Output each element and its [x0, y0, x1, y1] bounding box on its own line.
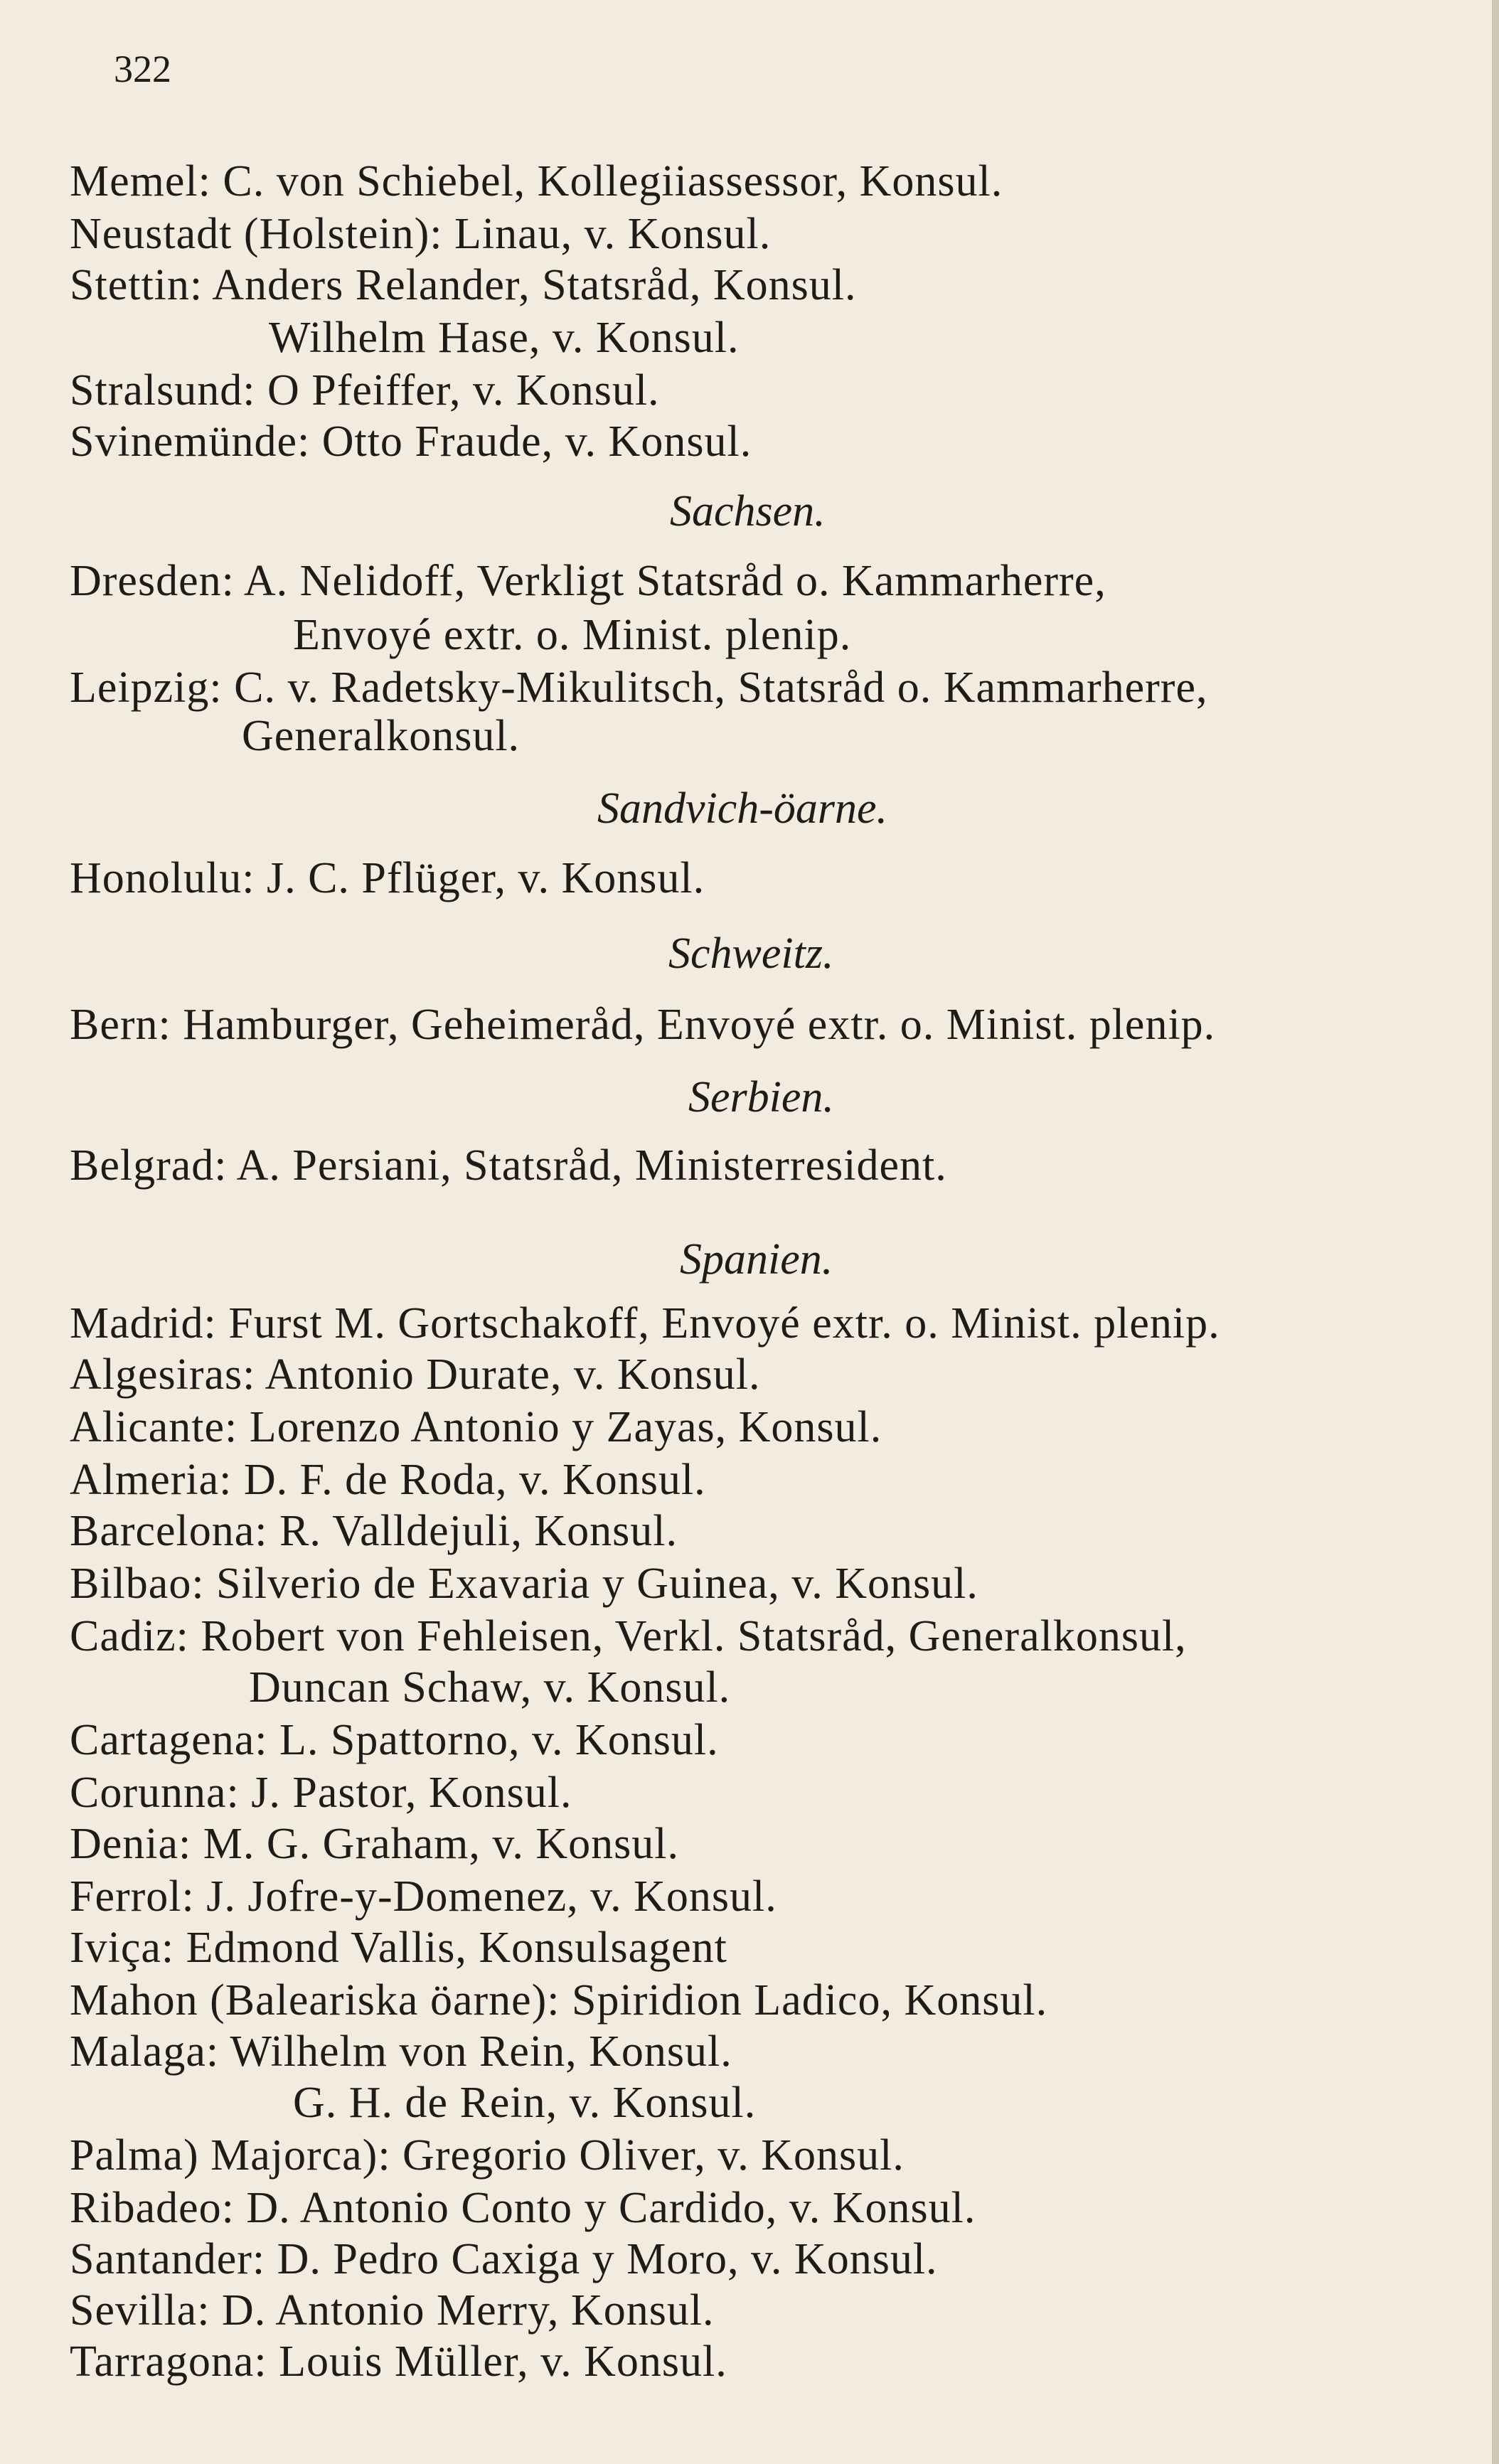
section-heading: Sandvich-öarne. [597, 784, 888, 833]
entry-line: Ferrol: J. Jofre-y-Domenez, v. Konsul. [70, 1872, 777, 1921]
entry-line: Alicante: Lorenzo Antonio y Zayas, Konsul. [70, 1403, 882, 1451]
entry-line: Cartagena: L. Spattorno, v. Konsul. [70, 1716, 719, 1764]
entry-line: Palma) Majorca): Gregorio Oliver, v. Konsul. [70, 2131, 905, 2180]
entry-line: Iviça: Edmond Vallis, Konsulsagent [70, 1924, 727, 1972]
entry-line: Sevilla: D. Antonio Merry, Konsul. [70, 2286, 715, 2335]
entry-line: Memel: C. von Schiebel, Kollegiiassessor, Konsul. [70, 157, 1003, 206]
entry-line: Ribadeo: D. Antonio Conto y Cardido, v. Konsul. [70, 2184, 976, 2232]
entry-line: Bilbao: Silverio de Exavaria y Guinea, v. Konsul. [70, 1559, 978, 1608]
entry-line: Honolulu: J. C. Pflüger, v. Konsul. [70, 854, 705, 902]
entry-line: Stettin: Anders Relander, Statsråd, Konsul. [70, 261, 857, 309]
entry-line: Santander: D. Pedro Caxiga y Moro, v. Konsul. [70, 2235, 938, 2283]
entry-line: Generalkonsul. [242, 712, 521, 760]
entry-line: Envoyé extr. o. Minist. plenip. [293, 611, 852, 659]
entry-line: Tarragona: Louis Müller, v. Konsul. [70, 2337, 727, 2386]
section-heading: Schweitz. [668, 929, 834, 978]
entry-line: Madrid: Furst M. Gortschakoff, Envoyé extr. o. Minist. plenip. [70, 1299, 1220, 1348]
page-edge [1492, 0, 1499, 2464]
entry-line: Belgrad: A. Persiani, Statsråd, Ministerresident. [70, 1141, 947, 1190]
entry-line: Duncan Schaw, v. Konsul. [249, 1663, 731, 1712]
entry-line: Malaga: Wilhelm von Rein, Konsul. [70, 2027, 732, 2076]
entry-line: Bern: Hamburger, Geheimeråd, Envoyé extr. o. Minist. plenip. [70, 1001, 1216, 1049]
entry-line: Svinemünde: Otto Fraude, v. Konsul. [70, 417, 752, 466]
entry-line: Corunna: J. Pastor, Konsul. [70, 1769, 572, 1817]
entry-line: Wilhelm Hase, v. Konsul. [269, 314, 740, 362]
entry-line: Stralsund: O Pfeiffer, v. Konsul. [70, 366, 660, 415]
entry-line: Algesiras: Antonio Durate, v. Konsul. [70, 1350, 761, 1399]
entry-line: Dresden: A. Nelidoff, Verkligt Statsråd o. Kammarherre, [70, 557, 1106, 605]
page-number: 322 [114, 48, 171, 90]
entry-line: Mahon (Baleariska öarne): Spiridion Ladico, Konsul. [70, 1976, 1048, 2025]
section-heading: Serbien. [688, 1073, 834, 1121]
section-heading: Sachsen. [670, 487, 826, 535]
entry-line: Denia: M. G. Graham, v. Konsul. [70, 1820, 679, 1868]
entry-line: Neustadt (Holstein): Linau, v. Konsul. [70, 210, 772, 258]
entry-line: Leipzig: C. v. Radetsky-Mikulitsch, Statsråd o. Kammarherre, [70, 663, 1208, 712]
entry-line: G. H. de Rein, v. Konsul. [293, 2079, 757, 2127]
entry-line: Almeria: D. F. de Roda, v. Konsul. [70, 1456, 706, 1504]
entry-line: Cadiz: Robert von Fehleisen, Verkl. Statsråd, Generalkonsul, [70, 1612, 1187, 1660]
section-heading: Spanien. [680, 1235, 833, 1284]
entry-line: Barcelona: R. Valldejuli, Konsul. [70, 1507, 678, 1555]
